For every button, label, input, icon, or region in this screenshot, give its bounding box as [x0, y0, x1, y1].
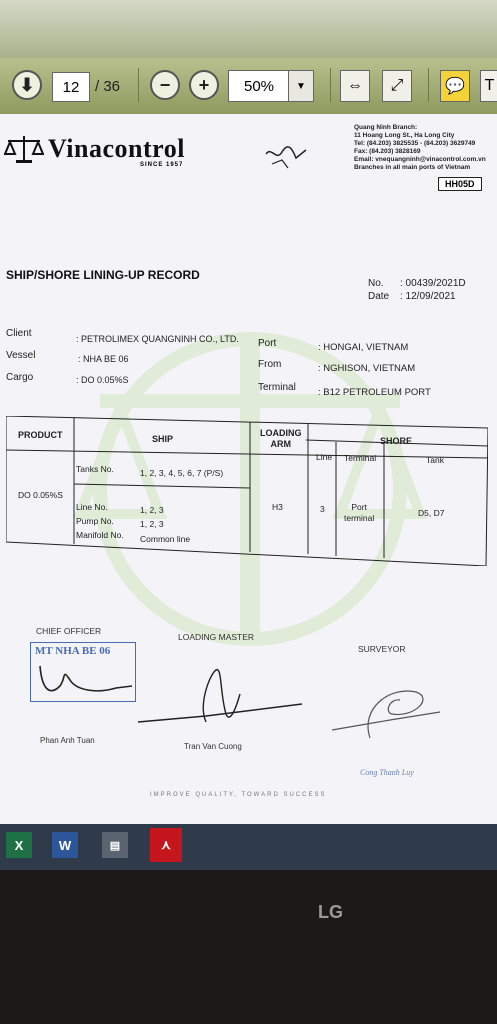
word-icon[interactable]: W [52, 832, 78, 858]
zoom-dropdown-button[interactable]: ▼ [288, 70, 314, 102]
port-label: Port [258, 338, 277, 349]
branch-line: Email: vnequangninh@vinacontrol.com.vn [354, 156, 486, 163]
terminal-value: : B12 PETROLEUM PORT [318, 387, 431, 398]
date-label: Date [368, 291, 390, 302]
manifold-label: Manifold No. [76, 530, 124, 540]
surveyor-name: Cong Thanh Luy [360, 768, 414, 777]
header-ship: SHIP [152, 434, 174, 444]
client-value: : PETROLIMEX QUANGNINH CO., LTD. [76, 334, 239, 344]
windows-taskbar [0, 824, 497, 870]
vinacontrol-logo [4, 134, 185, 164]
terminal-label: Terminal [258, 382, 296, 393]
fit-width-icon[interactable]: ⇔ [340, 70, 370, 102]
zoom-in-button[interactable]: + [189, 70, 219, 100]
pdf-toolbar [0, 58, 497, 116]
toolbar-separator [330, 68, 331, 102]
branch-line: Quang Ninh Branch: [354, 124, 418, 131]
header-terminal: Terminal [344, 453, 377, 463]
from-value: : NGHISON, VIETNAM [318, 363, 416, 374]
date-value: : 12/09/2021 [400, 291, 456, 302]
initials-signature-icon [262, 144, 312, 174]
branch-line: 11 Hoang Long St., Ha Long City [354, 132, 455, 139]
since-text: SINCE 1957 [140, 162, 184, 168]
monitor-bezel [0, 870, 497, 1024]
surveyor-label: SURVEYOR [358, 644, 406, 654]
chief-officer-label: CHIEF OFFICER [36, 626, 102, 636]
chief-officer-name: Phan Anh Tuan [40, 736, 95, 745]
document-title: SHIP/SHORE LINING-UP RECORD [6, 268, 200, 282]
no-value: : 00439/2021D [400, 278, 466, 289]
loading-master-name: Tran Van Cuong [184, 742, 242, 751]
surveyor-signature-icon [330, 678, 450, 748]
branch-line: Tel: (84.203) 3825535 - (84.203) 3629749 [354, 140, 476, 147]
toolbar-separator [428, 68, 429, 102]
lining-up-table [6, 416, 488, 566]
cargo-value: : DO 0.05%S [76, 375, 129, 385]
loading-master-signature-icon [136, 664, 306, 734]
page-number-input[interactable]: 12 [52, 72, 90, 102]
table-grid [6, 416, 488, 566]
cargo-label: Cargo [6, 372, 34, 383]
vessel-value: : NHA BE 06 [78, 354, 129, 364]
page-total: / 36 [95, 78, 121, 95]
scales-icon [4, 134, 44, 164]
port-value: : HONGAI, VIETNAM [318, 342, 409, 353]
header-product: PRODUCT [18, 430, 63, 440]
line-no-value: 1, 2, 3 [140, 505, 164, 515]
zoom-level-input[interactable]: 50% [228, 70, 290, 102]
chief-officer-signature-icon [36, 660, 136, 700]
stamp-text: MT NHA BE 06 [35, 645, 111, 657]
excel-icon[interactable]: X [6, 832, 32, 858]
pump-no-value: 1, 2, 3 [140, 519, 164, 529]
line-no-label: Line No. [76, 502, 108, 512]
acrobat-icon[interactable]: ⋏ [150, 828, 182, 862]
tanks-no-label: Tanks No. [76, 464, 114, 474]
company-motto: IMPROVE QUALITY, TOWARD SUCCESS [150, 792, 327, 798]
no-label: No. [368, 278, 384, 289]
monitor-brand-logo: LG [318, 902, 343, 922]
comment-icon[interactable]: 💬 [440, 70, 470, 102]
header-loading-arm: LOADING ARM [260, 428, 302, 449]
header-shore: SHORE [380, 436, 413, 446]
tanks-no-value: 1, 2, 3, 4, 5, 6, 7 (P/S) [140, 468, 224, 478]
next-page-button[interactable]: ⬇ [12, 70, 42, 100]
pdf-page [0, 114, 497, 824]
line-value: 3 [320, 504, 325, 514]
header-line: Line [316, 452, 333, 462]
zoom-out-button[interactable]: − [150, 70, 180, 100]
header-tank: Tank [426, 455, 444, 465]
tank-value: D5, D7 [418, 508, 445, 518]
logo-text: Vinacontrol [48, 134, 185, 163]
pump-no-label: Pump No. [76, 516, 114, 526]
toolbar-separator [138, 68, 139, 102]
terminal-value-cell: Port terminal [344, 502, 375, 523]
text-tool-icon[interactable]: T [480, 70, 497, 102]
scanner-icon[interactable]: ▤ [102, 832, 128, 858]
product-value: DO 0.05%S [18, 490, 63, 500]
branch-info [354, 124, 497, 172]
manifold-value: Common line [140, 534, 191, 544]
client-label: Client [6, 328, 32, 339]
branch-line: Fax: (84.203) 3828169 [354, 148, 421, 155]
loading-arm-value: H3 [272, 502, 283, 512]
loading-master-label: LOADING MASTER [178, 632, 255, 642]
form-code: HH05D [438, 177, 482, 191]
from-label: From [258, 359, 282, 370]
branch-line: Branches in all main ports of Vietnam [354, 164, 471, 171]
screen-top-area [0, 0, 497, 58]
vessel-label: Vessel [6, 350, 36, 361]
fit-page-icon[interactable]: ⤢ [382, 70, 412, 102]
